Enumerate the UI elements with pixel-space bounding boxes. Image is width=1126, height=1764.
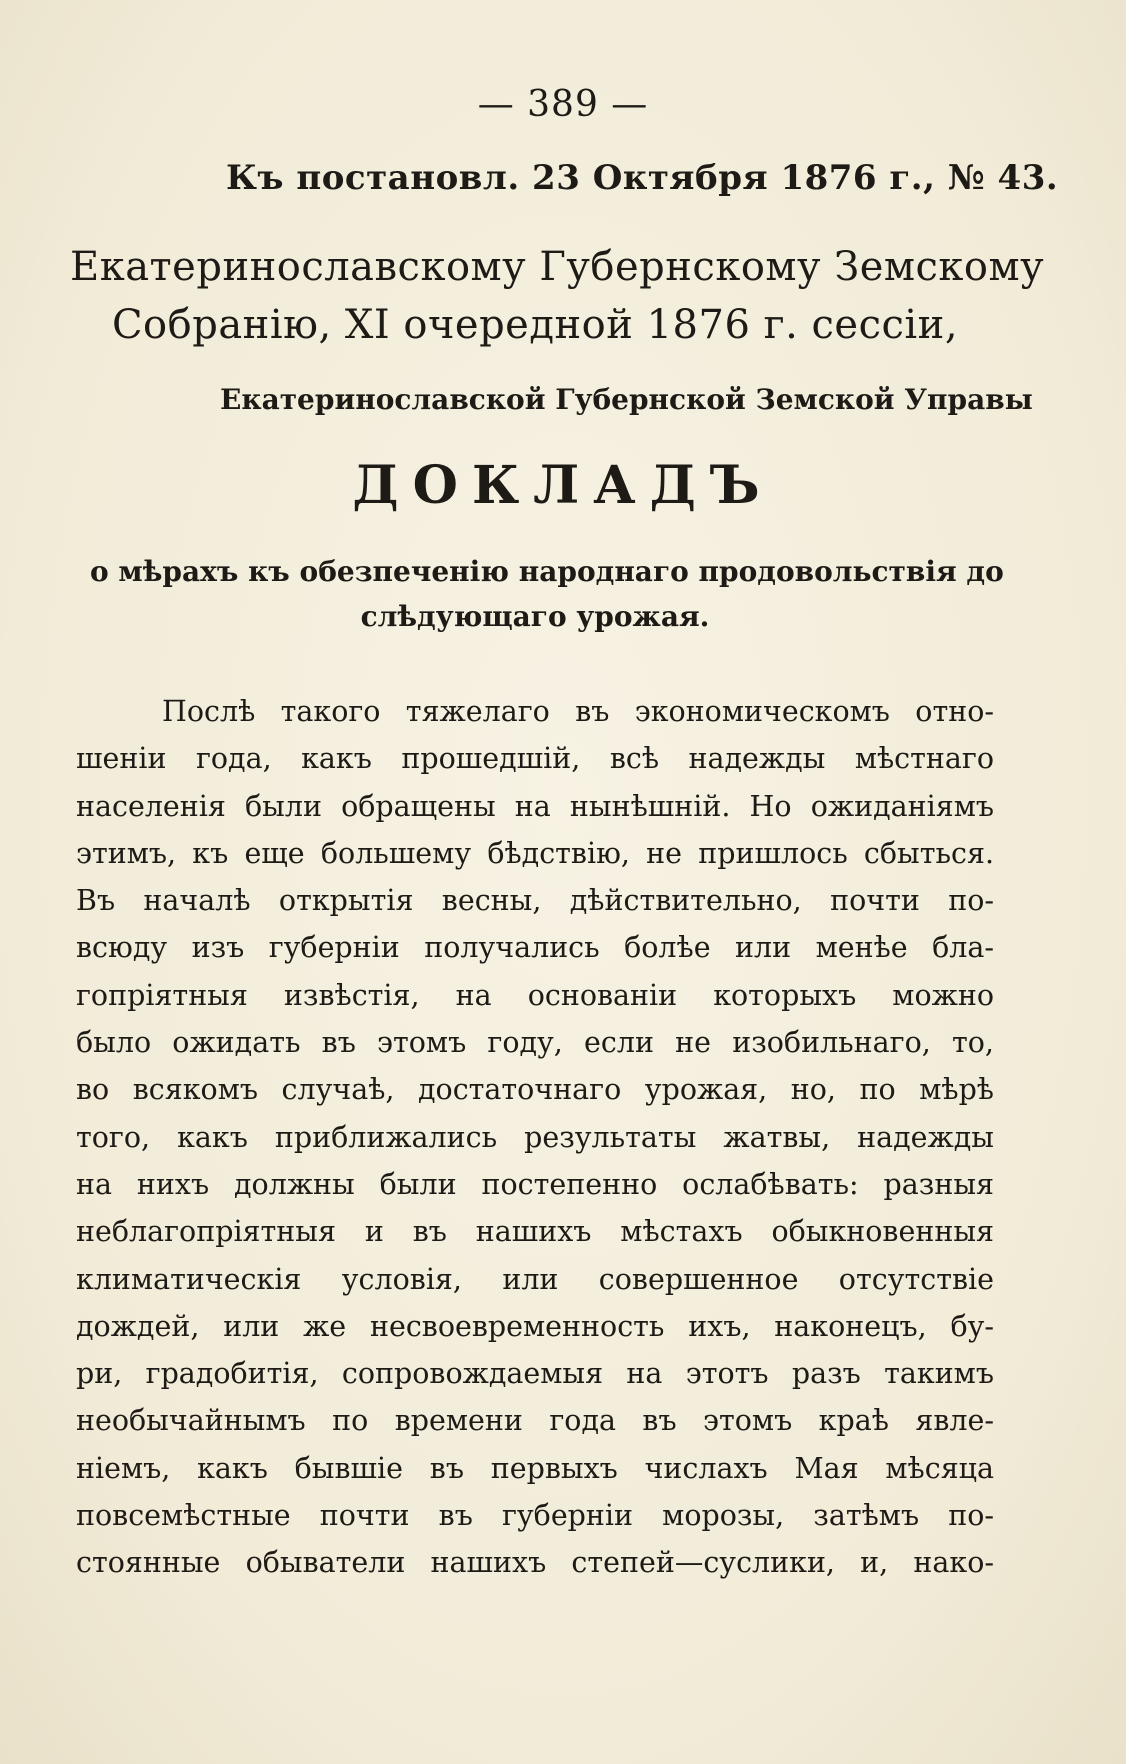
page-number: — 389 — (477, 84, 649, 125)
body-line: того, какъ приближались результаты жатвы, надежды (76, 1120, 994, 1154)
body-line: стоянные обыватели нашихъ степей—суслики, и, нако- (76, 1546, 994, 1580)
body-line: Послѣ такого тяжелаго въ экономическомъ отно- (162, 695, 994, 728)
document-title: ДОКЛАДЪ (352, 455, 774, 516)
sender: Екатеринославской Губернской Земской Управы (220, 383, 1033, 416)
body-line: шеніи года, какъ прошедшій, всѣ надежды мѣстнаго (76, 742, 994, 776)
body-line: климатическія условія, или совершенное отсутствіе (76, 1262, 994, 1296)
body-line: всюду изъ губерніи получались болѣе или менѣе бла- (76, 931, 994, 965)
body-line: во всякомъ случаѣ, достаточнаго урожая, но, по мѣрѣ (76, 1073, 994, 1107)
body-line: этимъ, къ еще большему бѣдствію, не пришлось сбыться. (76, 836, 994, 870)
body-paragraph (76, 688, 994, 1587)
addressee-line-2: Собранію, XI очередной 1876 г. сессіи, (111, 302, 959, 348)
subject-line-1: о мѣрахъ къ обезпеченію народнаго продовольствія до (90, 555, 1004, 588)
body-line: Въ началѣ открытія весны, дѣйствительно, почти по- (76, 884, 994, 918)
body-line: гопріятныя извѣстія, на основаніи которыхъ можно (76, 978, 994, 1012)
subject-line-2: слѣдующаго урожая. (360, 600, 710, 633)
addressee-line-1: Екатеринославскому Губернскому Земскому (70, 244, 1045, 290)
body-line: на нихъ должны были постепенно ослабѣвать: разныя (76, 1167, 994, 1201)
resolution-reference: Къ постановл. 23 Октября 1876 г., № 43. (226, 158, 1059, 198)
body-line: населенія были обращены на нынѣшній. Но ожиданіямъ (76, 789, 994, 823)
body-line: повсемѣстные почти въ губерніи морозы, затѣмъ по- (76, 1499, 994, 1533)
body-line: было ожидать въ этомъ году, если не изобильнаго, то, (76, 1026, 994, 1060)
body-line: необычайнымъ по времени года въ этомъ краѣ явле- (76, 1404, 994, 1438)
body-line: ніемъ, какъ бывшіе въ первыхъ числахъ Мая мѣсяца (76, 1451, 994, 1485)
body-line: ри, градобитія, сопровождаемыя на этотъ разъ такимъ (76, 1357, 994, 1391)
body-line: неблагопріятныя и въ нашихъ мѣстахъ обыкновенныя (76, 1215, 994, 1249)
body-line: дождей, или же несвоевременность ихъ, наконецъ, бу- (76, 1309, 994, 1343)
